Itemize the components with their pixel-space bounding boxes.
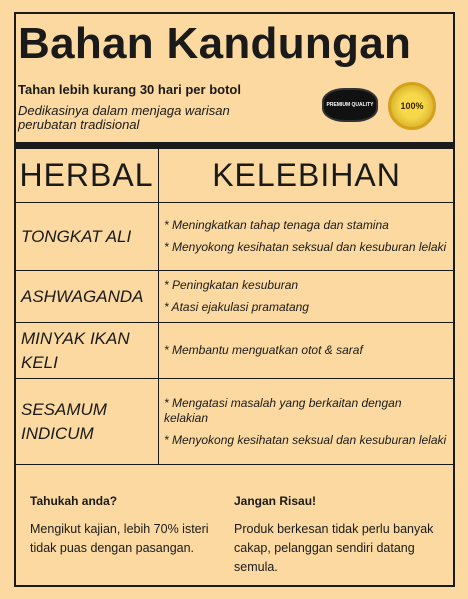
dont-worry-heading: Jangan Risau!: [234, 494, 317, 508]
dont-worry-text: Produk berkesan tidak perlu banyak cakap, pelanggan sendiri datang semula.: [234, 522, 434, 574]
guarantee-seal-icon: [388, 82, 436, 130]
ingredients-table: [14, 148, 455, 465]
table-row: [15, 379, 455, 465]
tagline: Dedikasinya dalam menjaga warisan perubatan tradisional: [18, 103, 230, 132]
benefits-cell: [159, 323, 455, 379]
column-header-herbal: HERBAL: [15, 149, 159, 203]
did-you-know-block: [30, 494, 220, 558]
column-header-kelebihan: KELEBIHAN: [159, 149, 455, 203]
benefit-item: * Mengatasi masalah yang berkaitan dengan kelakian: [164, 395, 402, 425]
did-you-know-heading: Tahukah anda?: [30, 494, 118, 508]
dont-worry-block: [234, 494, 444, 577]
benefit-item: * Membantu menguatkan otot & saraf: [164, 343, 363, 357]
benefit-item: * Menyokong kesihatan seksual dan kesuburan lelaki: [164, 240, 447, 254]
benefit-item: * Peningkatan kesuburan: [164, 278, 299, 292]
table-row: [15, 323, 455, 379]
benefits-cell: [159, 379, 455, 465]
herb-name: MINYAK IKAN KELI: [15, 323, 159, 379]
herb-name: ASHWAGANDA: [15, 271, 159, 323]
premium-quality-label: PREMIUM QUALITY: [326, 102, 374, 108]
benefit-item: * Atasi ejakulasi pramatang: [164, 300, 309, 314]
herb-name: TONGKAT ALI: [15, 203, 159, 271]
benefits-cell: [159, 203, 455, 271]
table-header-row: [15, 149, 455, 203]
benefit-item: * Meningkatkan tahap tenaga dan stamina: [164, 218, 389, 232]
page-title: Bahan Kandungan: [18, 19, 412, 68]
benefit-item: * Menyokong kesihatan seksual dan kesuburan lelaki: [164, 432, 447, 447]
table-row: [15, 271, 455, 323]
benefits-cell: [159, 271, 455, 323]
guarantee-seal-label: 100%: [400, 101, 424, 111]
subtitle: Tahan lebih kurang 30 hari per botol: [18, 82, 241, 97]
table-row: [15, 203, 455, 271]
premium-quality-badge-icon: [322, 88, 378, 122]
did-you-know-text: Mengikut kajian, lebih 70% isteri tidak puas dengan pasangan.: [30, 522, 209, 555]
footer: [14, 464, 455, 587]
herb-name: SESAMUM INDICUM: [15, 379, 159, 465]
